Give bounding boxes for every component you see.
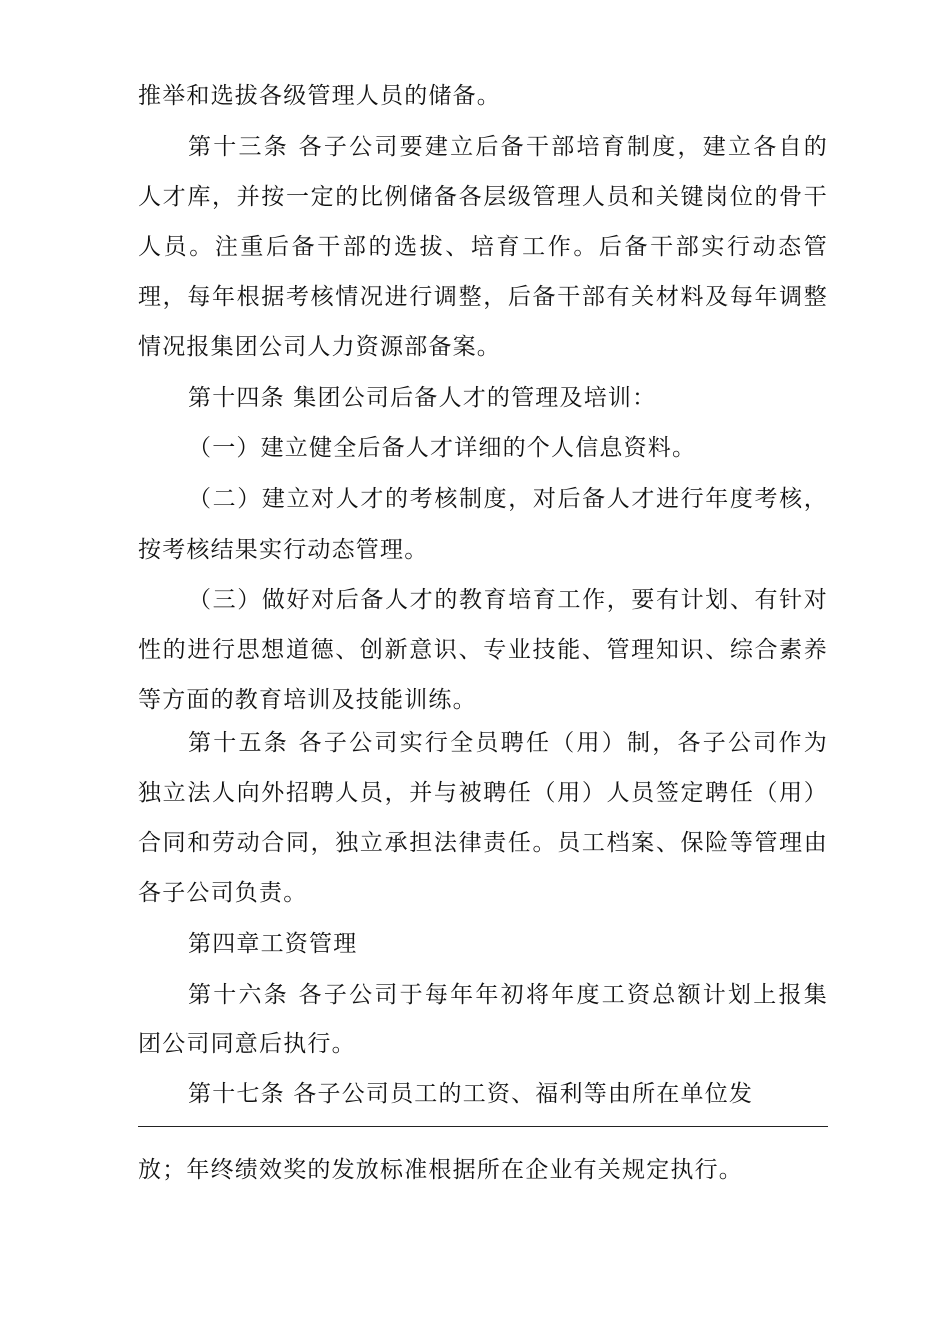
paragraph-line: 团公司同意后执行。 xyxy=(138,1031,356,1057)
paragraph-line: 性的进行思想道德、创新意识、专业技能、管理知识、综合素养 xyxy=(138,637,828,663)
article-13-line: 第十三条 各子公司要建立后备干部培育制度，建立各自的 xyxy=(188,134,828,160)
paragraph-line: 独立法人向外招聘人员，并与被聘任（用）人员签定聘任（用） xyxy=(138,780,828,806)
article-17-line: 第十七条 各子公司员工的工资、福利等由所在单位发 xyxy=(188,1081,754,1107)
paragraph-line: 推举和选拔各级管理人员的储备。 xyxy=(138,83,501,109)
paragraph-line: 各子公司负责。 xyxy=(138,880,308,906)
paragraph-line: 合同和劳动合同，独立承担法律责任。员工档案、保险等管理由 xyxy=(138,830,828,856)
article-14-line: 第十四条 集团公司后备人才的管理及培训： xyxy=(188,385,657,411)
list-item-2: （二）建立对人才的考核制度，对后备人才进行年度考核， xyxy=(188,486,828,512)
paragraph-line: 人才库，并按一定的比例储备各层级管理人员和关键岗位的骨干 xyxy=(138,184,828,210)
list-item-1: （一）建立健全后备人才详细的个人信息资料。 xyxy=(188,435,697,461)
paragraph-line: 放；年终绩效奖的发放标准根据所在企业有关规定执行。 xyxy=(138,1157,743,1183)
paragraph-line: 情况报集团公司人力资源部备案。 xyxy=(138,334,501,360)
list-item-3: （三）做好对后备人才的教育培育工作，要有计划、有针对 xyxy=(188,587,828,613)
article-15-line: 第十五条 各子公司实行全员聘任（用）制，各子公司作为 xyxy=(188,730,828,756)
page-divider xyxy=(138,1126,828,1127)
paragraph-line: 理，每年根据考核情况进行调整，后备干部有关材料及每年调整 xyxy=(138,284,828,310)
paragraph-line: 按考核结果实行动态管理。 xyxy=(138,537,429,563)
chapter-heading: 第四章工资管理 xyxy=(188,931,358,957)
article-16-line: 第十六条 各子公司于每年年初将年度工资总额计划上报集 xyxy=(188,982,828,1008)
paragraph-line: 等方面的教育培训及技能训练。 xyxy=(138,687,477,713)
paragraph-line: 人员。注重后备干部的选拔、培育工作。后备干部实行动态管 xyxy=(138,234,828,260)
